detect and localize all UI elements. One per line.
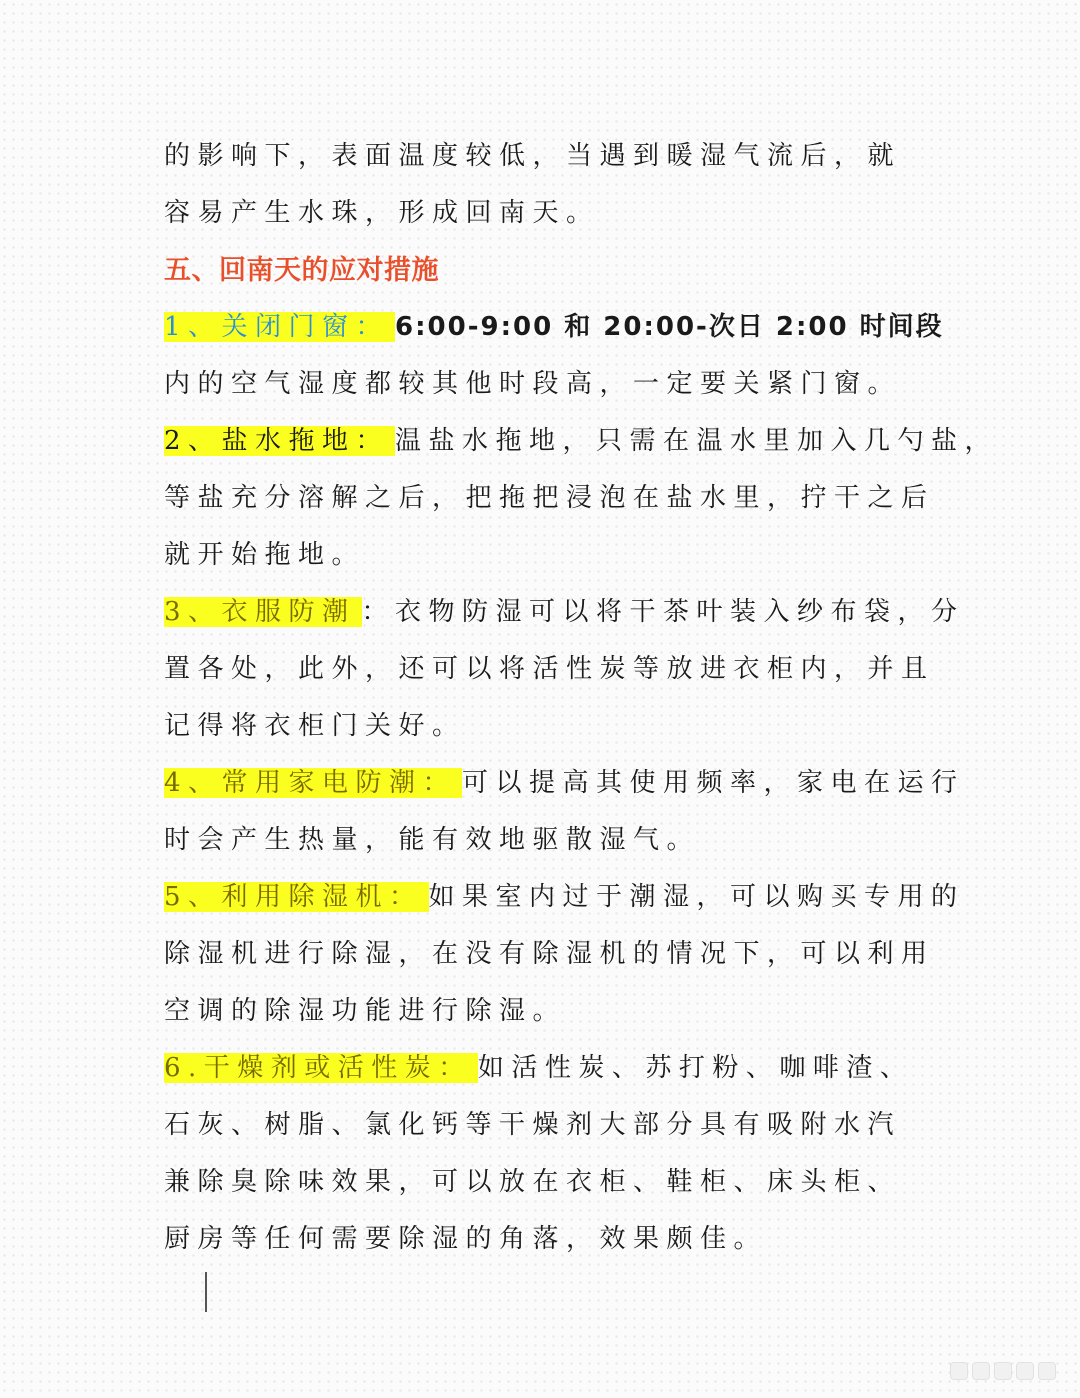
measure-text-3-line-2: 置各处，此外，还可以将活性炭等放进衣柜内，并且 xyxy=(164,654,935,684)
measure-item-6 xyxy=(164,1040,914,1268)
measure-label-5: 5、利用除湿机： xyxy=(164,882,429,912)
measure-label-6: 6.干燥剂或活性炭： xyxy=(164,1053,478,1083)
measure-text-5-first: 如果室内过于潮湿，可以购买专用的 xyxy=(428,882,965,912)
measure-text-2-line-3: 就开始拖地。 xyxy=(164,540,366,570)
measure-text-3-first: ：衣物防湿可以将干茶叶装入纱布袋，分 xyxy=(361,597,965,627)
measure-text-2-line-2: 等盐充分溶解之后，把拖把浸泡在盐水里，拧干之后 xyxy=(164,483,935,513)
measure-text-5-line-2: 除湿机进行除湿，在没有除湿机的情况下，可以利用 xyxy=(164,939,935,969)
measure-label-2: 2、盐水拖地： xyxy=(164,426,395,456)
intro-line-1: 的影响下，表面温度较低，当遇到暖湿气流后，就 xyxy=(164,141,902,171)
measure-text-5-line-3: 空调的除湿功能进行除湿。 xyxy=(164,996,567,1026)
measure-text-1-line-2: 内的空气湿度都较其他时段高，一定要关紧门窗。 xyxy=(164,369,902,399)
page-dot xyxy=(1016,1362,1034,1380)
measure-item-5 xyxy=(164,869,965,1040)
measure-text-4-line-2: 时会产生热量，能有效地驱散湿气。 xyxy=(164,825,701,855)
page-dot xyxy=(950,1362,968,1380)
measure-text-6-line-3: 兼除臭除味效果，可以放在衣柜、鞋柜、床头柜、 xyxy=(164,1167,902,1197)
text-cursor xyxy=(205,1272,207,1312)
intro-line-2: 容易产生水珠，形成回南天。 xyxy=(164,198,600,228)
measure-text-1-first: 6:00-9:00 和 20:00-次日 2:00 时间段 xyxy=(395,312,944,342)
measure-item-1 xyxy=(164,299,944,413)
page-dot xyxy=(994,1362,1012,1380)
measure-item-3 xyxy=(164,584,965,755)
measure-label-4: 4、常用家电防潮： xyxy=(164,768,462,798)
measure-item-4 xyxy=(164,755,965,869)
page-indicator xyxy=(950,1362,1056,1380)
measure-text-3-line-3: 记得将衣柜门关好。 xyxy=(164,711,466,741)
page-dot xyxy=(972,1362,990,1380)
measure-item-2 xyxy=(164,413,999,584)
measure-label-3: 3、衣服防潮 xyxy=(164,597,362,627)
measure-text-6-line-4: 厨房等任何需要除湿的角落，效果颇佳。 xyxy=(164,1224,768,1254)
measure-text-4-first: 可以提高其使用频率，家电在运行 xyxy=(462,768,965,798)
document-body xyxy=(164,128,999,1268)
measure-text-2-first: 温盐水拖地，只需在温水里加入几勺盐， xyxy=(395,426,999,456)
section-title: 五、回南天的应对措施 xyxy=(164,255,439,286)
measure-text-6-line-2: 石灰、树脂、氯化钙等干燥剂大部分具有吸附水汽 xyxy=(164,1110,902,1140)
page-dot xyxy=(1038,1362,1056,1380)
measure-text-6-first: 如活性炭、苏打粉、咖啡渣、 xyxy=(477,1053,914,1083)
measure-label-1: 1、关闭门窗： xyxy=(164,312,395,342)
